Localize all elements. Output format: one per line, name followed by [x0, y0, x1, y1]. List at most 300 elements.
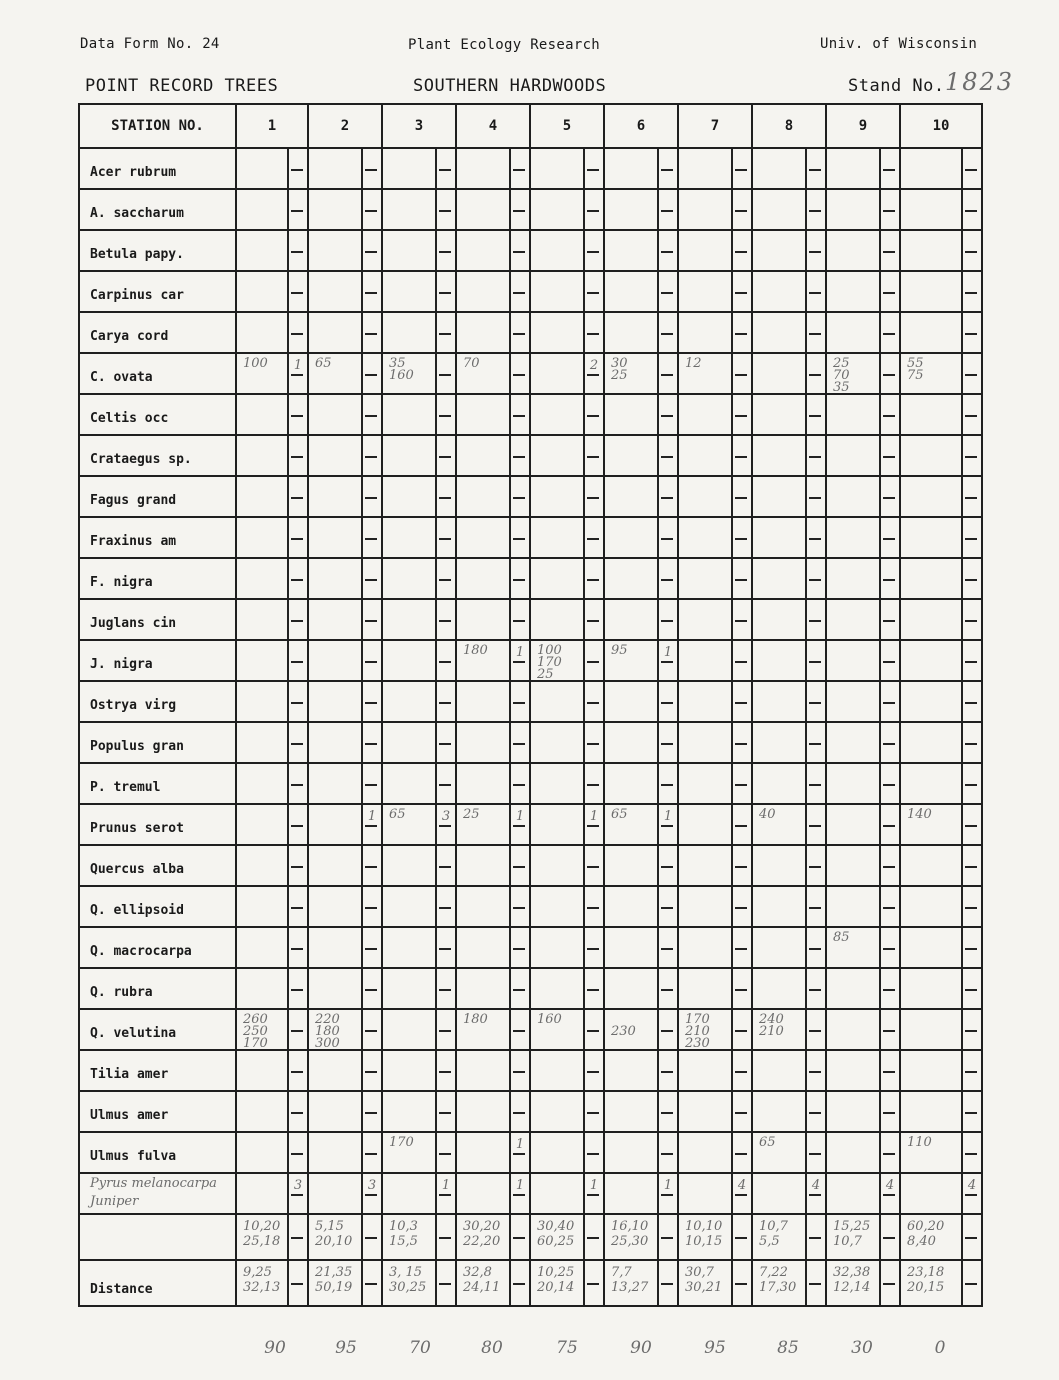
station-cell [530, 1260, 604, 1306]
count-divider [731, 190, 733, 229]
diameter-entry: 25 [463, 807, 480, 822]
species-name: Carya cord [90, 329, 169, 344]
station-cell [678, 394, 752, 435]
count-divider [435, 1215, 437, 1259]
count-dash [809, 169, 821, 171]
count-divider [509, 682, 511, 721]
station-cell [382, 394, 456, 435]
count-dash [513, 292, 525, 294]
station-cell [382, 1050, 456, 1091]
count-divider [361, 231, 363, 270]
count-dash [809, 907, 821, 909]
count-divider [435, 477, 437, 516]
count-divider [435, 600, 437, 639]
species-name-cell [79, 1009, 236, 1050]
distance-row-value: 10,25 20,14 [537, 1265, 575, 1295]
count-divider [657, 887, 659, 926]
station-cell [308, 558, 382, 599]
count-divider [583, 395, 585, 434]
count-entry: 1 [515, 645, 525, 660]
count-divider [509, 559, 511, 598]
count-dash [809, 948, 821, 950]
count-dash [291, 1283, 303, 1285]
count-dash [735, 948, 747, 950]
station-cell [308, 927, 382, 968]
count-dash [809, 497, 821, 499]
station-cell [456, 886, 530, 927]
distance-row-value: 7,22 17,30 [759, 1265, 797, 1295]
count-dash [735, 866, 747, 868]
station-number-header: 4 [456, 104, 530, 148]
count-dash [291, 251, 303, 253]
count-dash [513, 743, 525, 745]
count-divider [287, 149, 289, 188]
count-divider [287, 723, 289, 762]
count-dash [365, 661, 377, 663]
station-cell [456, 763, 530, 804]
count-entry: 1 [515, 1178, 525, 1193]
count-divider [961, 313, 963, 352]
station-cell [604, 763, 678, 804]
quarter-row-value: 10,20 25,18 [243, 1219, 281, 1249]
count-dash [291, 661, 303, 663]
quarter-row-value: 5,15 20,10 [315, 1219, 353, 1249]
count-dash [439, 210, 451, 212]
count-dash [587, 1194, 599, 1196]
count-dash [439, 579, 451, 581]
count-dash [291, 866, 303, 868]
count-divider [657, 846, 659, 885]
count-dash [291, 292, 303, 294]
station-cell [456, 148, 530, 189]
station-cell [308, 1050, 382, 1091]
count-dash [809, 743, 821, 745]
count-divider [509, 1051, 511, 1090]
station-cell [236, 435, 308, 476]
count-dash [439, 743, 451, 745]
count-divider [879, 928, 881, 967]
count-dash [365, 210, 377, 212]
count-divider [879, 1215, 881, 1259]
count-dash [587, 1153, 599, 1155]
station-cell [236, 1260, 308, 1306]
university: Univ. of Wisconsin [820, 36, 978, 52]
count-dash [439, 948, 451, 950]
count-dash [587, 374, 599, 376]
count-divider [879, 518, 881, 557]
count-entry: 3 [441, 809, 451, 824]
station-cell [382, 1132, 456, 1173]
count-dash [291, 169, 303, 171]
count-divider [879, 723, 881, 762]
station-cell [826, 1009, 900, 1050]
station-cell [826, 763, 900, 804]
station-cell [604, 558, 678, 599]
count-divider [435, 764, 437, 803]
count-divider [805, 600, 807, 639]
station-cell [826, 558, 900, 599]
station-cell [456, 1132, 530, 1173]
count-divider [361, 354, 363, 393]
count-divider [805, 395, 807, 434]
species-row [79, 271, 982, 312]
count-divider [509, 1092, 511, 1131]
count-divider [805, 149, 807, 188]
count-divider [805, 969, 807, 1008]
species-name-cell [79, 394, 236, 435]
count-divider [805, 723, 807, 762]
species-name: J. nigra [90, 657, 153, 672]
station-cell [456, 476, 530, 517]
station-cell [308, 1009, 382, 1050]
quarter-row-value: 30,40 60,25 [537, 1219, 575, 1249]
count-dash [661, 866, 673, 868]
count-divider [879, 1133, 881, 1172]
count-dash [291, 456, 303, 458]
species-row [79, 640, 982, 681]
count-dash [809, 1194, 821, 1196]
count-dash [513, 1194, 525, 1196]
count-divider [961, 518, 963, 557]
count-dash [291, 702, 303, 704]
count-dash [291, 538, 303, 540]
count-divider [805, 764, 807, 803]
count-divider [583, 272, 585, 311]
count-dash [513, 661, 525, 663]
station-cell [530, 640, 604, 681]
count-divider [961, 395, 963, 434]
station-cell [604, 517, 678, 558]
count-divider [657, 272, 659, 311]
diameter-entry: 55 75 [907, 356, 924, 383]
count-divider [287, 682, 289, 721]
count-divider [287, 1261, 289, 1305]
count-dash [587, 784, 599, 786]
count-dash [883, 784, 895, 786]
station-cell [752, 804, 826, 845]
species-name-cell [79, 230, 236, 271]
count-dash [735, 1153, 747, 1155]
count-divider [583, 436, 585, 475]
station-cell [678, 353, 752, 394]
station-cell [826, 599, 900, 640]
count-dash [365, 538, 377, 540]
count-divider [657, 928, 659, 967]
count-dash [587, 251, 599, 253]
count-dash [883, 1071, 895, 1073]
count-divider [961, 231, 963, 270]
count-dash [809, 989, 821, 991]
station-cell [308, 845, 382, 886]
count-dash [513, 1153, 525, 1155]
station-cell [456, 189, 530, 230]
station-number-header: 10 [900, 104, 982, 148]
count-divider [731, 928, 733, 967]
station-cell [752, 1009, 826, 1050]
species-name-cell [79, 968, 236, 1009]
count-dash [439, 989, 451, 991]
count-dash [513, 456, 525, 458]
count-dash [439, 497, 451, 499]
count-dash [735, 497, 747, 499]
station-cell [382, 927, 456, 968]
count-divider [583, 1010, 585, 1049]
station-cell [678, 230, 752, 271]
count-divider [361, 805, 363, 844]
count-dash [587, 210, 599, 212]
count-dash [513, 907, 525, 909]
column-total: 0 [934, 1338, 946, 1358]
station-cell [826, 435, 900, 476]
count-dash [965, 1194, 977, 1196]
count-divider [879, 682, 881, 721]
station-cell [678, 148, 752, 189]
distance-row-value: 9,25 32,13 [243, 1265, 281, 1295]
count-dash [365, 866, 377, 868]
count-divider [361, 272, 363, 311]
station-cell [900, 394, 982, 435]
count-divider [657, 1174, 659, 1213]
station-cell [604, 845, 678, 886]
count-divider [287, 190, 289, 229]
station-cell [308, 476, 382, 517]
station-cell [604, 435, 678, 476]
count-dash [513, 866, 525, 868]
count-dash [439, 538, 451, 540]
count-dash [439, 825, 451, 827]
count-dash [735, 784, 747, 786]
station-cell [382, 353, 456, 394]
count-dash [965, 169, 977, 171]
species-name-cell [79, 435, 236, 476]
station-cell [456, 845, 530, 886]
station-cell [604, 1214, 678, 1260]
count-dash [883, 907, 895, 909]
count-divider [961, 723, 963, 762]
diameter-entry: 160 [537, 1012, 562, 1027]
count-entry: 1 [515, 809, 525, 824]
distance-row-value: 32,8 24,11 [463, 1265, 501, 1295]
count-divider [731, 723, 733, 762]
column-total: 90 [630, 1338, 652, 1358]
count-dash [883, 743, 895, 745]
count-dash [965, 497, 977, 499]
count-dash [291, 907, 303, 909]
count-divider [961, 354, 963, 393]
station-cell [900, 927, 982, 968]
species-row [79, 353, 982, 394]
count-divider [435, 436, 437, 475]
count-dash [883, 579, 895, 581]
count-divider [361, 682, 363, 721]
count-divider [879, 887, 881, 926]
station-cell [308, 1091, 382, 1132]
station-label: STATION NO. [79, 104, 236, 148]
count-dash [513, 374, 525, 376]
count-dash [587, 907, 599, 909]
count-dash [809, 292, 821, 294]
count-divider [287, 641, 289, 680]
count-dash [587, 1112, 599, 1114]
count-dash [439, 251, 451, 253]
station-cell [900, 1132, 982, 1173]
count-divider [287, 313, 289, 352]
count-divider [731, 846, 733, 885]
station-cell [678, 927, 752, 968]
station-cell [900, 517, 982, 558]
count-divider [657, 395, 659, 434]
station-cell [900, 968, 982, 1009]
station-cell [236, 517, 308, 558]
count-dash [809, 538, 821, 540]
count-divider [435, 969, 437, 1008]
station-cell [678, 312, 752, 353]
distance-label: Distance [90, 1282, 153, 1297]
station-cell [900, 189, 982, 230]
count-divider [583, 887, 585, 926]
station-cell [604, 927, 678, 968]
diameter-entry: 230 [611, 1024, 636, 1039]
station-cell [604, 1173, 678, 1214]
count-dash [291, 415, 303, 417]
count-divider [805, 559, 807, 598]
count-dash [883, 538, 895, 540]
count-divider [961, 928, 963, 967]
station-cell [456, 640, 530, 681]
count-divider [509, 1010, 511, 1049]
count-divider [287, 887, 289, 926]
count-dash [513, 620, 525, 622]
station-cell [826, 517, 900, 558]
station-cell [530, 927, 604, 968]
count-divider [805, 1261, 807, 1305]
count-entry: 1 [589, 1178, 599, 1193]
count-dash [291, 1237, 303, 1239]
station-cell [456, 230, 530, 271]
station-cell [752, 1091, 826, 1132]
station-cell [382, 599, 456, 640]
count-divider [961, 1092, 963, 1131]
station-number-header: 9 [826, 104, 900, 148]
station-cell [900, 763, 982, 804]
count-divider [509, 231, 511, 270]
count-dash [965, 1030, 977, 1032]
station-cell [236, 845, 308, 886]
station-cell [678, 517, 752, 558]
species-row [79, 230, 982, 271]
count-dash [883, 661, 895, 663]
count-dash [439, 661, 451, 663]
count-divider [805, 1051, 807, 1090]
station-cell [236, 1091, 308, 1132]
count-divider [583, 559, 585, 598]
count-dash [587, 333, 599, 335]
count-dash [661, 1071, 673, 1073]
quarter-row-value: 30,20 22,20 [463, 1219, 501, 1249]
station-cell [678, 558, 752, 599]
count-divider [805, 805, 807, 844]
count-divider [961, 846, 963, 885]
count-divider [961, 272, 963, 311]
quarter-row-value: 10,10 10,15 [685, 1219, 723, 1249]
station-cell [678, 763, 752, 804]
station-cell [752, 681, 826, 722]
species-name: Ostrya virg [90, 698, 177, 713]
station-cell [752, 189, 826, 230]
species-row [79, 189, 982, 230]
count-entry: 4 [967, 1178, 977, 1193]
count-divider [805, 641, 807, 680]
count-divider [805, 313, 807, 352]
species-row [79, 804, 982, 845]
station-cell [530, 353, 604, 394]
station-cell [236, 189, 308, 230]
station-cell [900, 1260, 982, 1306]
station-cell [826, 271, 900, 312]
count-dash [809, 1237, 821, 1239]
column-total: 30 [851, 1338, 873, 1358]
count-divider [361, 190, 363, 229]
count-entry: 4 [737, 1178, 747, 1193]
count-dash [965, 784, 977, 786]
station-cell [752, 1050, 826, 1091]
count-dash [513, 1071, 525, 1073]
count-dash [365, 1153, 377, 1155]
species-name: Fraxinus am [90, 534, 177, 549]
count-divider [509, 969, 511, 1008]
count-divider [583, 477, 585, 516]
count-dash [735, 415, 747, 417]
count-divider [287, 272, 289, 311]
count-divider [435, 1010, 437, 1049]
species-row [79, 148, 982, 189]
column-total: 75 [556, 1338, 578, 1358]
count-divider [805, 1174, 807, 1213]
count-dash [365, 292, 377, 294]
stand-number: 1823 [945, 68, 1015, 96]
count-divider [583, 231, 585, 270]
count-dash [735, 251, 747, 253]
station-cell [530, 968, 604, 1009]
stand-label: Stand No. [848, 76, 945, 96]
station-cell [382, 722, 456, 763]
distance-row-value: 3, 15 30,25 [389, 1265, 427, 1295]
count-divider [731, 477, 733, 516]
count-divider [879, 231, 881, 270]
count-divider [961, 436, 963, 475]
species-row [79, 517, 982, 558]
count-divider [731, 805, 733, 844]
count-dash [513, 415, 525, 417]
count-divider [805, 354, 807, 393]
station-cell [236, 681, 308, 722]
station-cell [456, 968, 530, 1009]
count-dash [965, 1071, 977, 1073]
station-cell [826, 1173, 900, 1214]
station-cell [236, 1009, 308, 1050]
station-cell [236, 230, 308, 271]
count-divider [879, 1051, 881, 1090]
station-cell [826, 476, 900, 517]
count-dash [661, 784, 673, 786]
station-cell [456, 435, 530, 476]
count-divider [361, 969, 363, 1008]
species-name-cell [79, 312, 236, 353]
count-dash [587, 1030, 599, 1032]
count-dash [439, 456, 451, 458]
count-divider [435, 354, 437, 393]
count-divider [961, 764, 963, 803]
